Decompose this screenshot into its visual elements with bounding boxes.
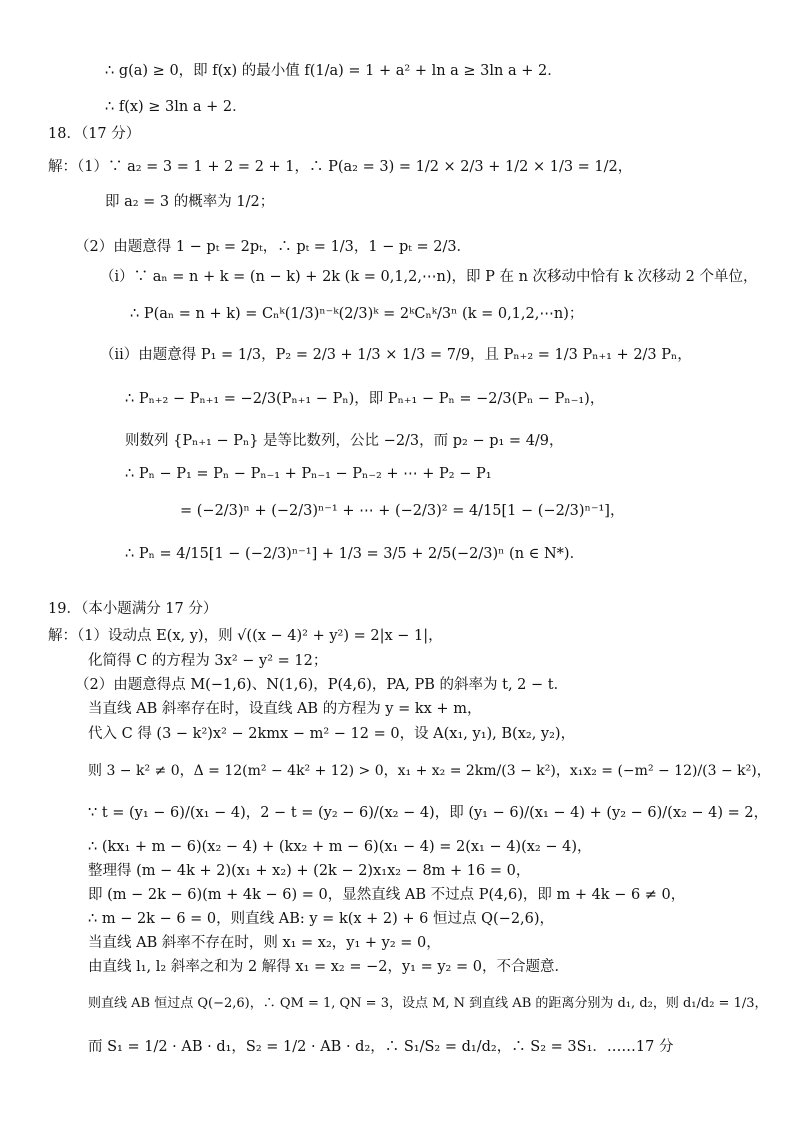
solution-line: （2）由题意得点 M(−1,6)、N(1,6)，P(4,6)，PA, PB 的斜率为 t, 2 − t． [75,677,569,693]
solution-line: = (−2/3)ⁿ + (−2/3)ⁿ⁻¹ + ⋯ + (−2/3)² = 4/15[1 − (−2/3)ⁿ⁻¹]， [180,503,625,519]
solution-line: ∴ g(a) ≥ 0，即 f(x) 的最小值 f(1/a) = 1 + a² + ln a ≥ 3ln a + 2． [105,63,562,79]
solution-line: 即 a₂ = 3 的概率为 1/2； [105,194,275,210]
solution-line: 则数列 {Pₙ₊₁ − Pₙ} 是等比数列，公比 −2/3，而 p₂ − p₁ = 4/9， [125,433,564,449]
solution-line: 则 3 − k² ≠ 0，Δ = 12(m² − 4k² + 12) > 0，x₁ + x₂ = 2km/(3 − k²)，x₁x₂ = (−m² − 12)/(3 − k²)， [88,763,771,779]
section-heading: 18．（17 分） [48,126,141,142]
solution-line: 则直线 AB 恒过点 Q(−2,6)，∴ QM = 1, QN = 3，设点 M, N 到直线 AB 的距离分别为 d₁, d₂，则 d₁/d₂ = 1/3， [88,996,768,1011]
solution-line: 而 S₁ = 1/2 · AB · d₁，S₂ = 1/2 · AB · d₂，∴ S₁/S₂ = d₁/d₂，∴ S₂ = 3S₁．……17 分 [88,1039,674,1055]
solution-line: 由直线 l₁, l₂ 斜率之和为 2 解得 x₁ = x₂ = −2，y₁ = y₂ = 0，不合题意． [88,959,569,975]
solution-line: （2）由题意得 1 − pₜ = 2pₜ，∴ pₜ = 1/3，1 − pₜ = 2/3． [75,239,472,255]
solution-line: 解：（1）∵ a₂ = 3 = 1 + 2 = 2 + 1，∴ P(a₂ = 3) = 1/2 × 2/3 + 1/2 × 1/3 = 1/2， [48,159,633,175]
solution-line: （i）∵ aₙ = n + k = (n − k) + 2k (k = 0,1,2,⋯n)，即 P 在 n 次移动中恰有 k 次移动 2 个单位， [100,269,758,285]
solution-line: 解：（1）设动点 E(x, y)，则 √((x − 4)² + y²) = 2|x − 1|， [48,628,443,644]
solution-line: ∴ m − 2k − 6 = 0，则直线 AB: y = k(x + 2) + 6 恒过点 Q(−2,6)， [88,911,555,927]
solution-line: 化简得 C 的方程为 3x² − y² = 12； [88,653,328,669]
solution-line: ∴ f(x) ≥ 3ln a + 2． [105,99,247,115]
solution-line: ∴ Pₙ₊₂ − Pₙ₊₁ = −2/3(Pₙ₊₁ − Pₙ)，即 Pₙ₊₁ − Pₙ = −2/3(Pₙ − Pₙ₋₁)， [125,391,605,407]
solution-line: ∴ Pₙ − P₁ = Pₙ − Pₙ₋₁ + Pₙ₋₁ − Pₙ₋₂ + ⋯ + P₂ − P₁ [125,466,492,482]
solution-line: ∴ P(aₙ = n + k) = Cₙᵏ(1/3)ⁿ⁻ᵏ(2/3)ᵏ = 2ᵏCₙᵏ/3ⁿ (k = 0,1,2,⋯n)； [130,306,584,322]
solution-line: ∴ (kx₁ + m − 6)(x₂ − 4) + (kx₂ + m − 6)(x₁ − 4) = 2(x₁ − 4)(x₂ − 4)， [88,839,592,855]
section-heading: 19．（本小题满分 17 分） [48,601,218,617]
solution-line: ∵ t = (y₁ − 6)/(x₁ − 4)，2 − t = (y₂ − 6)/(x₂ − 4)，即 (y₁ − 6)/(x₁ − 4) + (y₂ − 6)/(x₂ − 4) = 2， [88,805,769,821]
solution-line: 代入 C 得 (3 − k²)x² − 2kmx − m² − 12 = 0，设 A(x₁, y₁), B(x₂, y₂)， [88,726,576,742]
solution-line: 整理得 (m − 4k + 2)(x₁ + x₂) + (2k − 2)x₁x₂ − 8m + 16 = 0， [88,863,531,879]
solution-line: 当直线 AB 斜率不存在时，则 x₁ = x₂，y₁ + y₂ = 0， [88,935,441,951]
solution-line: （ii）由题意得 P₁ = 1/3，P₂ = 2/3 + 1/3 × 1/3 = 7/9，且 Pₙ₊₂ = 1/3 Pₙ₊₁ + 2/3 Pₙ， [100,347,692,363]
solution-line: 当直线 AB 斜率存在时，设直线 AB 的方程为 y = kx + m， [88,701,482,717]
solution-line: 即 (m − 2k − 6)(m + 4k − 6) = 0，显然直线 AB 不过点 P(4,6)，即 m + 4k − 6 ≠ 0， [88,887,686,903]
solution-line: ∴ Pₙ = 4/15[1 − (−2/3)ⁿ⁻¹] + 1/3 = 3/5 + 2/5(−2/3)ⁿ (n ∈ N*)． [125,546,585,562]
